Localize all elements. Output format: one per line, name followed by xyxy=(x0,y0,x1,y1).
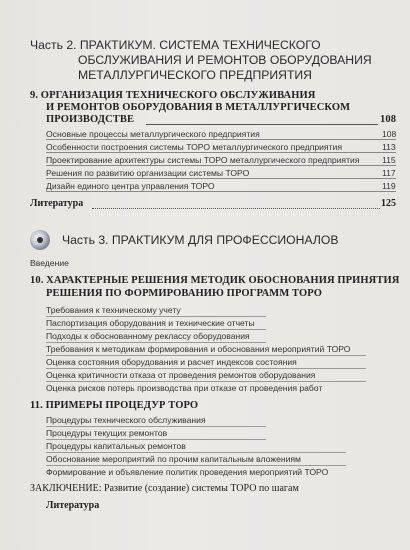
chapter10-item: Оценка критичности отказа от проведения ремонтов оборудования xyxy=(46,370,316,380)
item-underline xyxy=(46,368,366,369)
chapter9-page: 108 xyxy=(380,114,397,125)
conclusion-label: ЗАКЛЮЧЕНИЕ: Развитие (создание) системы ТОРО по шагам xyxy=(30,483,299,494)
chapter9-item-page: 113 xyxy=(382,142,396,152)
item-underline xyxy=(46,465,346,466)
introduction-label: Введение xyxy=(30,258,69,268)
chapter10-title-line2: РЕШЕНИЯ ПО ФОРМИРОВАНИЮ ПРОГРАММ ТОРО xyxy=(46,288,323,299)
item-underline xyxy=(46,329,266,330)
item-underline xyxy=(46,452,346,453)
chapter11-item: Формирование и объявление политик проведения мероприятий ТОРО xyxy=(46,467,329,477)
part2-title-line3: МЕТАЛЛУРГИЧЕСКОГО ПРЕДПРИЯТИЯ xyxy=(78,68,312,82)
chapter10-title-line1: 10. ХАРАКТЕРНЫЕ РЕШЕНИЯ МЕТОДИК ОБОСНОВАНИЯ ПРИНЯТИЯ xyxy=(30,275,400,286)
literature-label: Литература xyxy=(30,198,84,209)
item-underline xyxy=(46,355,366,356)
chapter9-title-line2: И РЕМОНТОВ ОБОРУДОВАНИЯ В МЕТАЛЛУРГИЧЕСКОМ xyxy=(46,102,351,113)
item-underline xyxy=(46,439,266,440)
chapter10-item: Требования к техническому учету xyxy=(46,305,181,315)
chapter9-item: Особенности построения системы ТОРО металлургического предприятия xyxy=(46,142,342,152)
chapter9-item: Решения по развитию организации системы ТОРО xyxy=(46,168,250,178)
chapter9-item-page: 119 xyxy=(382,181,396,191)
chapter11-item: Обоснование мероприятий по прочим капитальным вложениям xyxy=(46,454,301,464)
row-divider xyxy=(46,152,396,153)
part2-title-line2: ОБСЛУЖИВАНИЯ И РЕМОНТОВ ОБОРУДОВАНИЯ xyxy=(78,53,372,67)
row-divider xyxy=(46,165,396,166)
chapter9-leader-line xyxy=(146,124,378,125)
chapter9-title-line3: ПРОИЗВОДСТВЕ xyxy=(46,114,135,125)
item-underline xyxy=(46,426,266,427)
chapter10-item: Требования к методикам формирования и обоснования мероприятий ТОРО xyxy=(46,344,351,354)
chapter11-item: Процедуры капитальных ремонтов xyxy=(46,441,186,451)
literature-page: 125 xyxy=(381,198,396,209)
chapter9-item-page: 117 xyxy=(382,168,396,178)
chapter9-item: Дизайн единого центра управления ТОРО xyxy=(46,181,215,191)
chapter9-item: Основные процессы металлургического предприятия xyxy=(46,129,260,139)
chapter9-item-page: 108 xyxy=(382,129,397,139)
chapter10-item: Паспортизация оборудования и технические отчеты xyxy=(46,318,255,328)
item-underline xyxy=(46,342,266,343)
item-underline xyxy=(46,381,366,382)
chapter10-item: Подходы к обоснованному реклассу оборудования xyxy=(46,331,250,341)
part3-title: Часть 3. ПРАКТИКУМ ДЛЯ ПРОФЕССИОНАЛОВ xyxy=(62,233,339,247)
row-divider xyxy=(46,191,396,192)
cd-disc-hole xyxy=(37,237,43,243)
literature-leader-line xyxy=(92,208,380,209)
item-underline xyxy=(46,316,266,317)
chapter11-item: Процедуры технического обслуживания xyxy=(46,415,206,425)
chapter11-title: 11. ПРИМЕРЫ ПРОЦЕДУР ТОРО xyxy=(30,400,199,411)
part2-title-line1: Часть 2. ПРАКТИКУМ. СИСТЕМА ТЕХНИЧЕСКОГО xyxy=(30,38,321,52)
chapter9-item: Проектирование архитектуры системы ТОРО металлургического предприятия xyxy=(46,155,360,165)
chapter10-item: Оценка рисков потерь производства при отказе от проведения работ xyxy=(46,383,323,393)
chapter9-title-line1: 9. ОРГАНИЗАЦИЯ ТЕХНИЧЕСКОГО ОБСЛУЖИВАНИЯ xyxy=(30,90,316,101)
chapter9-item-page: 115 xyxy=(382,155,396,165)
row-divider xyxy=(46,178,396,179)
chapter10-item: Оценка состояния оборудования и расчет индексов состояния xyxy=(46,357,297,367)
literature2-label: Литература xyxy=(46,500,100,511)
chapter11-item: Процедуры текущих ремонтов xyxy=(46,428,168,438)
row-divider xyxy=(46,139,396,140)
